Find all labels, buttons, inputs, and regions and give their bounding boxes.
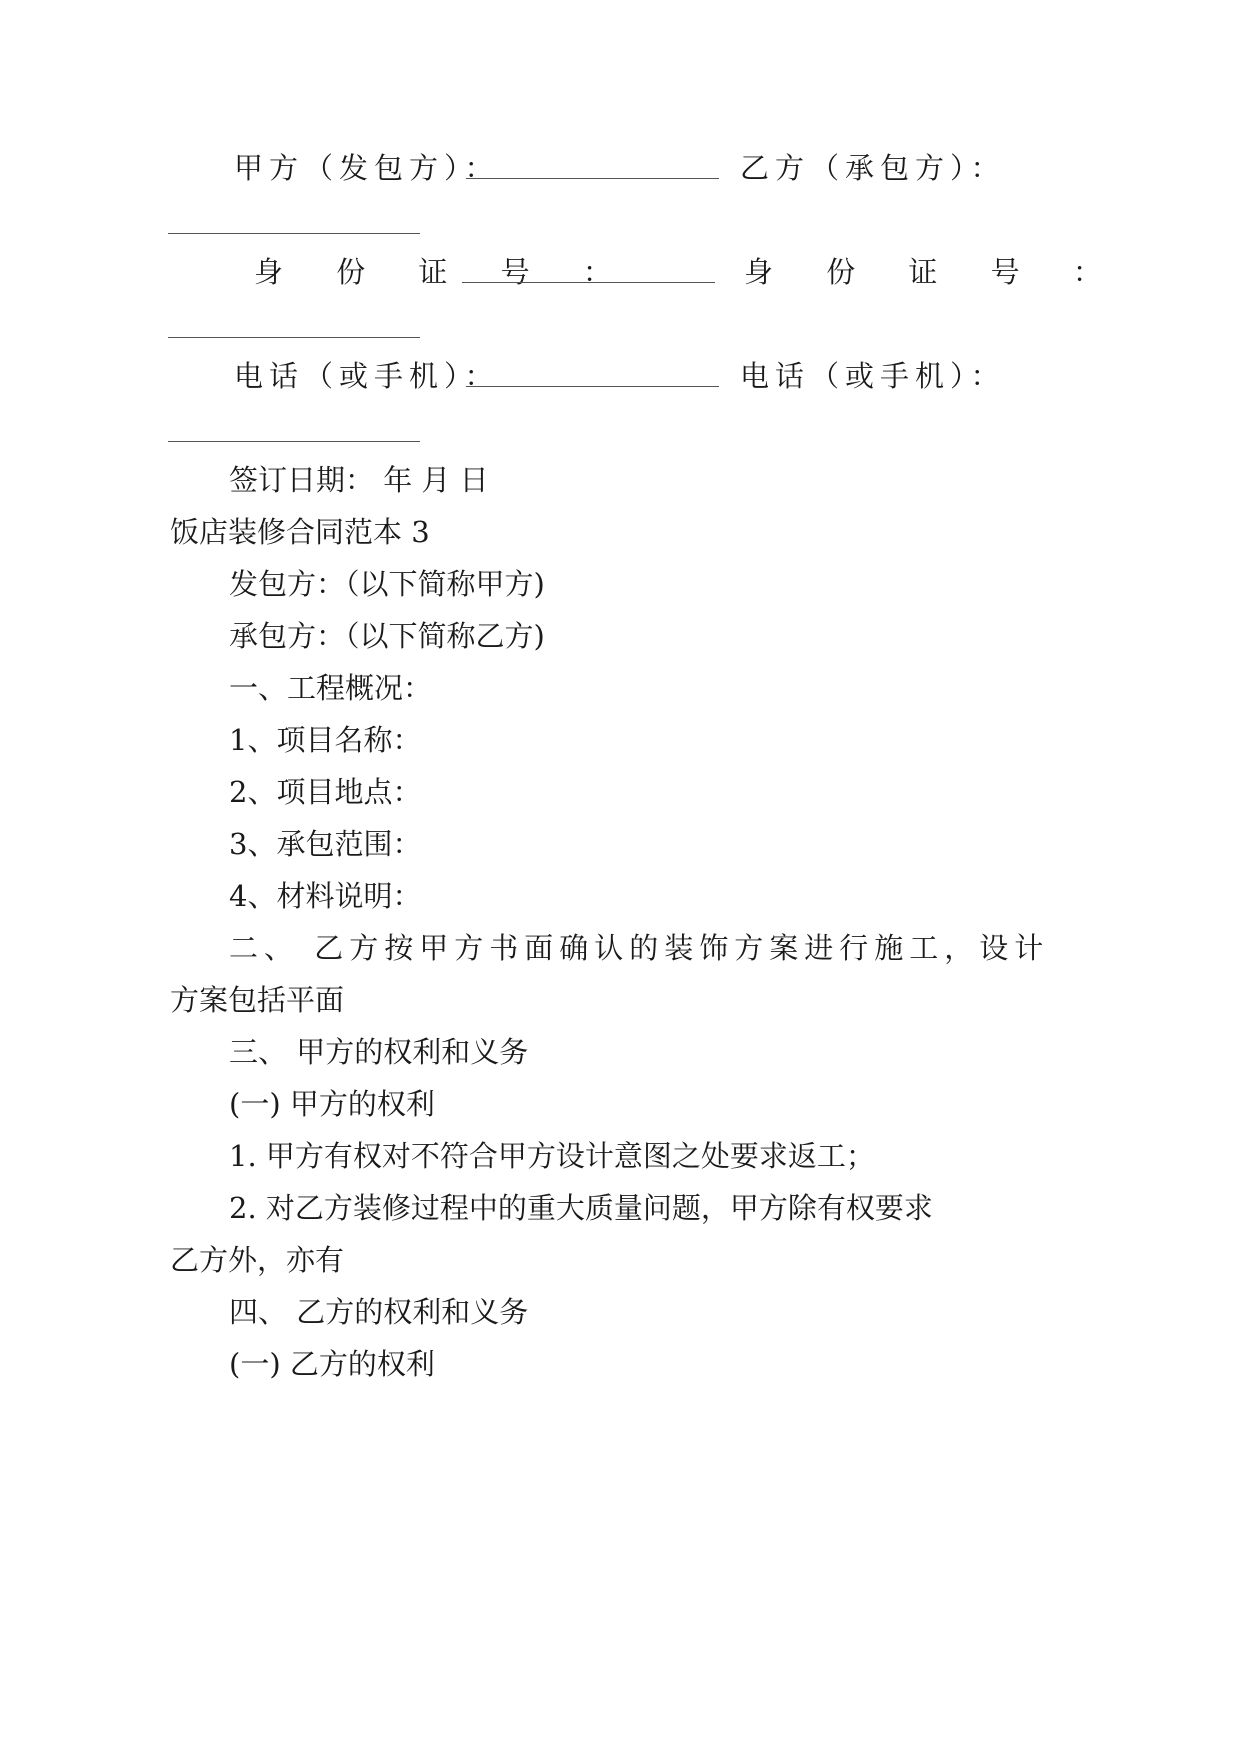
section-4-sub-1: (一) 乙方的权利 [229,1347,435,1381]
section-3-item-1: 1. 甲方有权对不符合甲方设计意图之处要求返工； [229,1139,875,1173]
party-a-blank [466,178,719,179]
sign-date: 签订日期： 年 月 日 [229,463,489,497]
section-3-heading: 三、 甲方的权利和义务 [229,1035,529,1069]
section-4-heading: 四、 乙方的权利和义务 [229,1295,529,1329]
party-a-label: 甲方（发包方）： [234,151,500,185]
phone-a-blank [466,386,719,387]
section-2-line-1: 二、 乙方按甲方书面确认的装饰方案进行施工，设计 [229,931,1050,965]
item-1: 1、项目名称： [229,723,422,757]
section-1-heading: 一、工程概况： [229,671,433,705]
item-3: 3、承包范围： [229,827,422,861]
issuer-line: 发包方：（以下简称甲方) [229,567,545,601]
section-2-line-2: 方案包括平面 [170,983,345,1017]
id-b-blank [168,337,420,338]
id-b-label: 身 份 证 号 ： [744,255,1124,289]
id-a-label: 身 份 证 号 ： [254,255,634,289]
id-a-blank [462,282,715,283]
phone-b-label: 电话（或手机）： [740,359,1006,393]
phone-a-label: 电话（或手机）： [234,359,500,393]
section-3-sub-1: (一) 甲方的权利 [229,1087,435,1121]
section-3-item-2-line-2: 乙方外，亦有 [170,1243,345,1277]
doc-title: 饭店装修合同范本 3 [170,515,430,549]
item-4: 4、材料说明： [229,879,422,913]
section-3-item-2-line-1: 2. 对乙方装修过程中的重大质量问题，甲方除有权要求 [229,1191,933,1225]
item-2: 2、项目地点： [229,775,422,809]
phone-b-blank [168,441,420,442]
party-b-blank [168,233,420,234]
contractor-line: 承包方：（以下简称乙方) [229,619,545,653]
party-b-label: 乙方（承包方）： [740,151,1006,185]
